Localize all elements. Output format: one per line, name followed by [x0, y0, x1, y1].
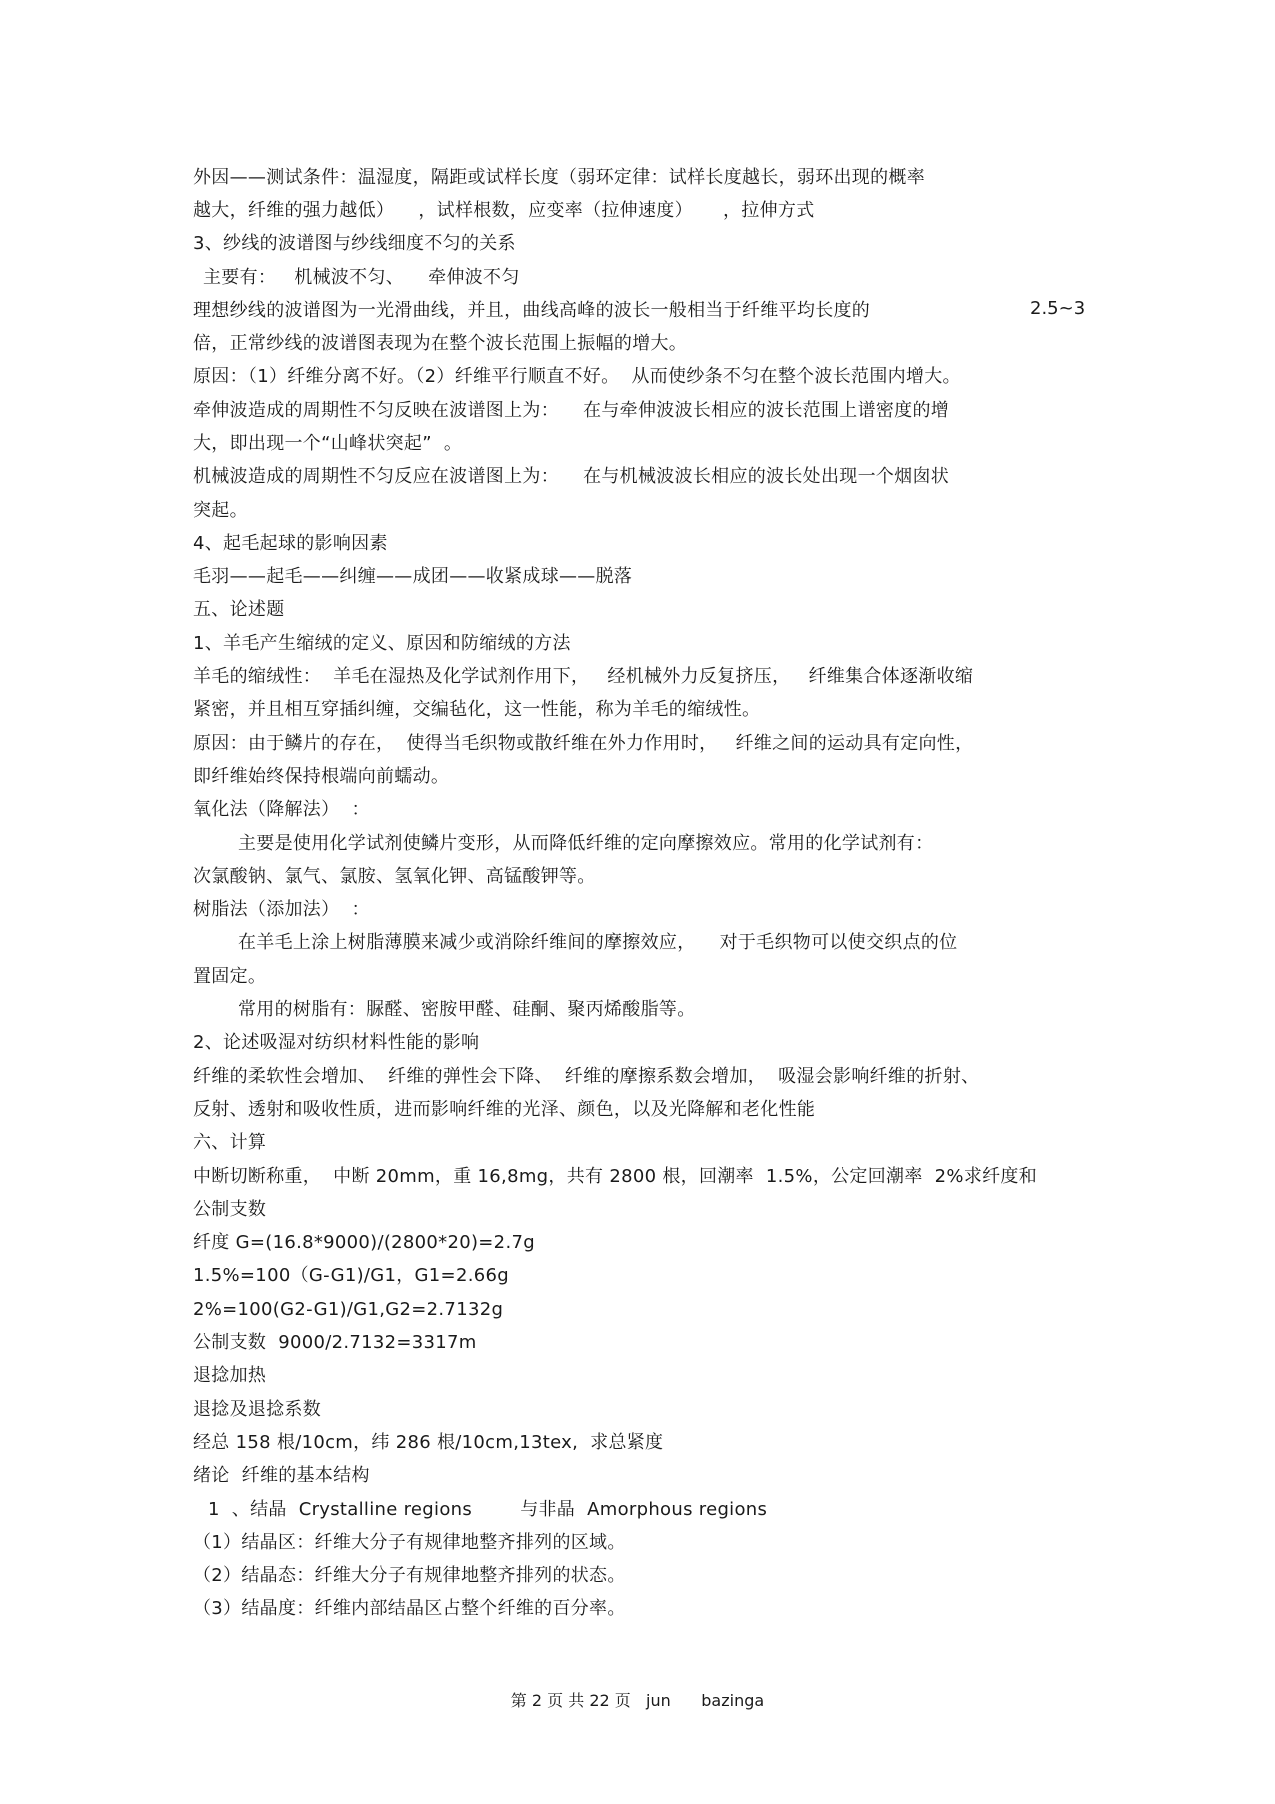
text-line: 氧化法（降解法） ：: [193, 799, 370, 820]
section-heading: 六、计算: [193, 1132, 267, 1153]
formula-line: 公制支数 9000/2.7132=3317m: [193, 1332, 477, 1353]
text-line: 原因：（1）纤维分离不好。（2）纤维平行顺直不好。 从而使纱条不匀在整个波长范围内增大。: [193, 366, 961, 387]
text-line: 常用的树脂有：脲醛、密胺甲醛、硅酮、聚丙烯酸脂等。: [238, 999, 696, 1020]
text-line: 外因——测试条件：温湿度，隔距或试样长度（弱环定律：试样长度越长，弱环出现的概率: [193, 167, 925, 188]
text-line: 次氯酸钠、氯气、氯胺、氢氧化钾、高锰酸钾等。: [193, 866, 596, 887]
formula-line: 2%=100(G2-G1)/G1,G2=2.7132g: [193, 1299, 504, 1320]
text-line: 理想纱线的波谱图为一光滑曲线，并且，曲线高峰的波长一般相当于纤维平均长度的: [193, 300, 871, 321]
text-line: 羊毛的缩绒性： 羊毛在湿热及化学试剂作用下， 经机械外力反复挤压， 纤维集合体逐渐收缩: [193, 666, 974, 687]
text-line: 主要有： 机械波不匀、 牵伸波不匀: [203, 267, 520, 288]
text-line: 越大，纤维的强力越低） ，试样根数，应变率（拉伸速度） ，拉伸方式: [193, 200, 815, 221]
text-line: 置固定。: [193, 966, 267, 987]
list-item: （2）结晶态：纤维大分子有规律地整齐排列的状态。: [193, 1565, 626, 1586]
text-line: 纤维的柔软性会增加、 纤维的弹性会下降、 纤维的摩擦系数会增加， 吸湿会影响纤维的折射、: [193, 1066, 980, 1087]
section-heading: 3、纱线的波谱图与纱线细度不匀的关系: [193, 233, 516, 254]
section-heading: 4、起毛起球的影响因素: [193, 533, 388, 554]
text-line: 1 、结晶 Crystalline regions 与非晶 Amorphous regions: [208, 1499, 768, 1520]
text-line: 紧密，并且相互穿插纠缠，交编毡化，这一性能，称为羊毛的缩绒性。: [193, 699, 761, 720]
text-line: 毛羽——起毛——纠缠——成团——收紧成球——脱落: [193, 566, 633, 587]
text-line: 在羊毛上涂上树脂薄膜来减少或消除纤维间的摩擦效应， 对于毛织物可以使交织点的位: [238, 932, 958, 953]
section-heading: 绪论 纤维的基本结构: [193, 1465, 370, 1486]
formula-line: 纤度 G=(16.8*9000)/(2800*20)=2.7g: [193, 1232, 535, 1253]
text-line: 退捻及退捻系数: [193, 1399, 322, 1420]
text-line: 反射、透射和吸收性质，进而影响纤维的光泽、颜色，以及光降解和老化性能: [193, 1099, 816, 1120]
list-item: （3）结晶度：纤维内部结晶区占整个纤维的百分率。: [193, 1598, 626, 1619]
list-item: （1）结晶区：纤维大分子有规律地整齐排列的区域。: [193, 1532, 626, 1553]
text-line: 即纤维始终保持根端向前蠕动。: [193, 766, 450, 787]
text-line: 退捻加热: [193, 1365, 267, 1386]
text-line: 中断切断称重， 中断 20mm，重 16,8mg，共有 2800 根，回潮率 1.5%，公定回潮率 2%求纤度和: [193, 1166, 1038, 1187]
text-line: 机械波造成的周期性不匀反应在波谱图上为： 在与机械波波长相应的波长处出现一个烟囱状: [193, 466, 950, 487]
text-line: 大，即出现一个“山峰状突起” 。: [193, 433, 463, 454]
text-value: 2.5~3: [1030, 298, 1086, 319]
formula-line: 1.5%=100（G-G1)/G1，G1=2.66g: [193, 1265, 509, 1286]
text-line: 牵伸波造成的周期性不匀反映在波谱图上为： 在与牵伸波波长相应的波长范围上谱密度的增: [193, 400, 950, 421]
text-line: 突起。: [193, 500, 248, 521]
section-heading: 五、论述题: [193, 599, 285, 620]
section-heading: 1、羊毛产生缩绒的定义、原因和防缩绒的方法: [193, 633, 571, 654]
text-line: 公制支数: [193, 1199, 267, 1220]
text-line: 树脂法（添加法） ：: [193, 899, 370, 920]
section-heading: 2、论述吸湿对纺织材料性能的影响: [193, 1032, 480, 1053]
text-line: 倍，正常纱线的波谱图表现为在整个波长范围上振幅的增大。: [193, 333, 688, 354]
text-line: 经总 158 根/10cm，纬 286 根/10cm,13tex, 求总紧度: [193, 1432, 664, 1453]
text-line: 主要是使用化学试剂使鳞片变形，从而降低纤维的定向摩擦效应。常用的化学试剂有：: [238, 833, 934, 854]
text-line: 原因：由于鳞片的存在， 使得当毛织物或散纤维在外力作用时， 纤维之间的运动具有定向性，: [193, 733, 974, 754]
page-footer: 第 2 页 共 22 页 jun bazinga: [510, 1691, 765, 1710]
